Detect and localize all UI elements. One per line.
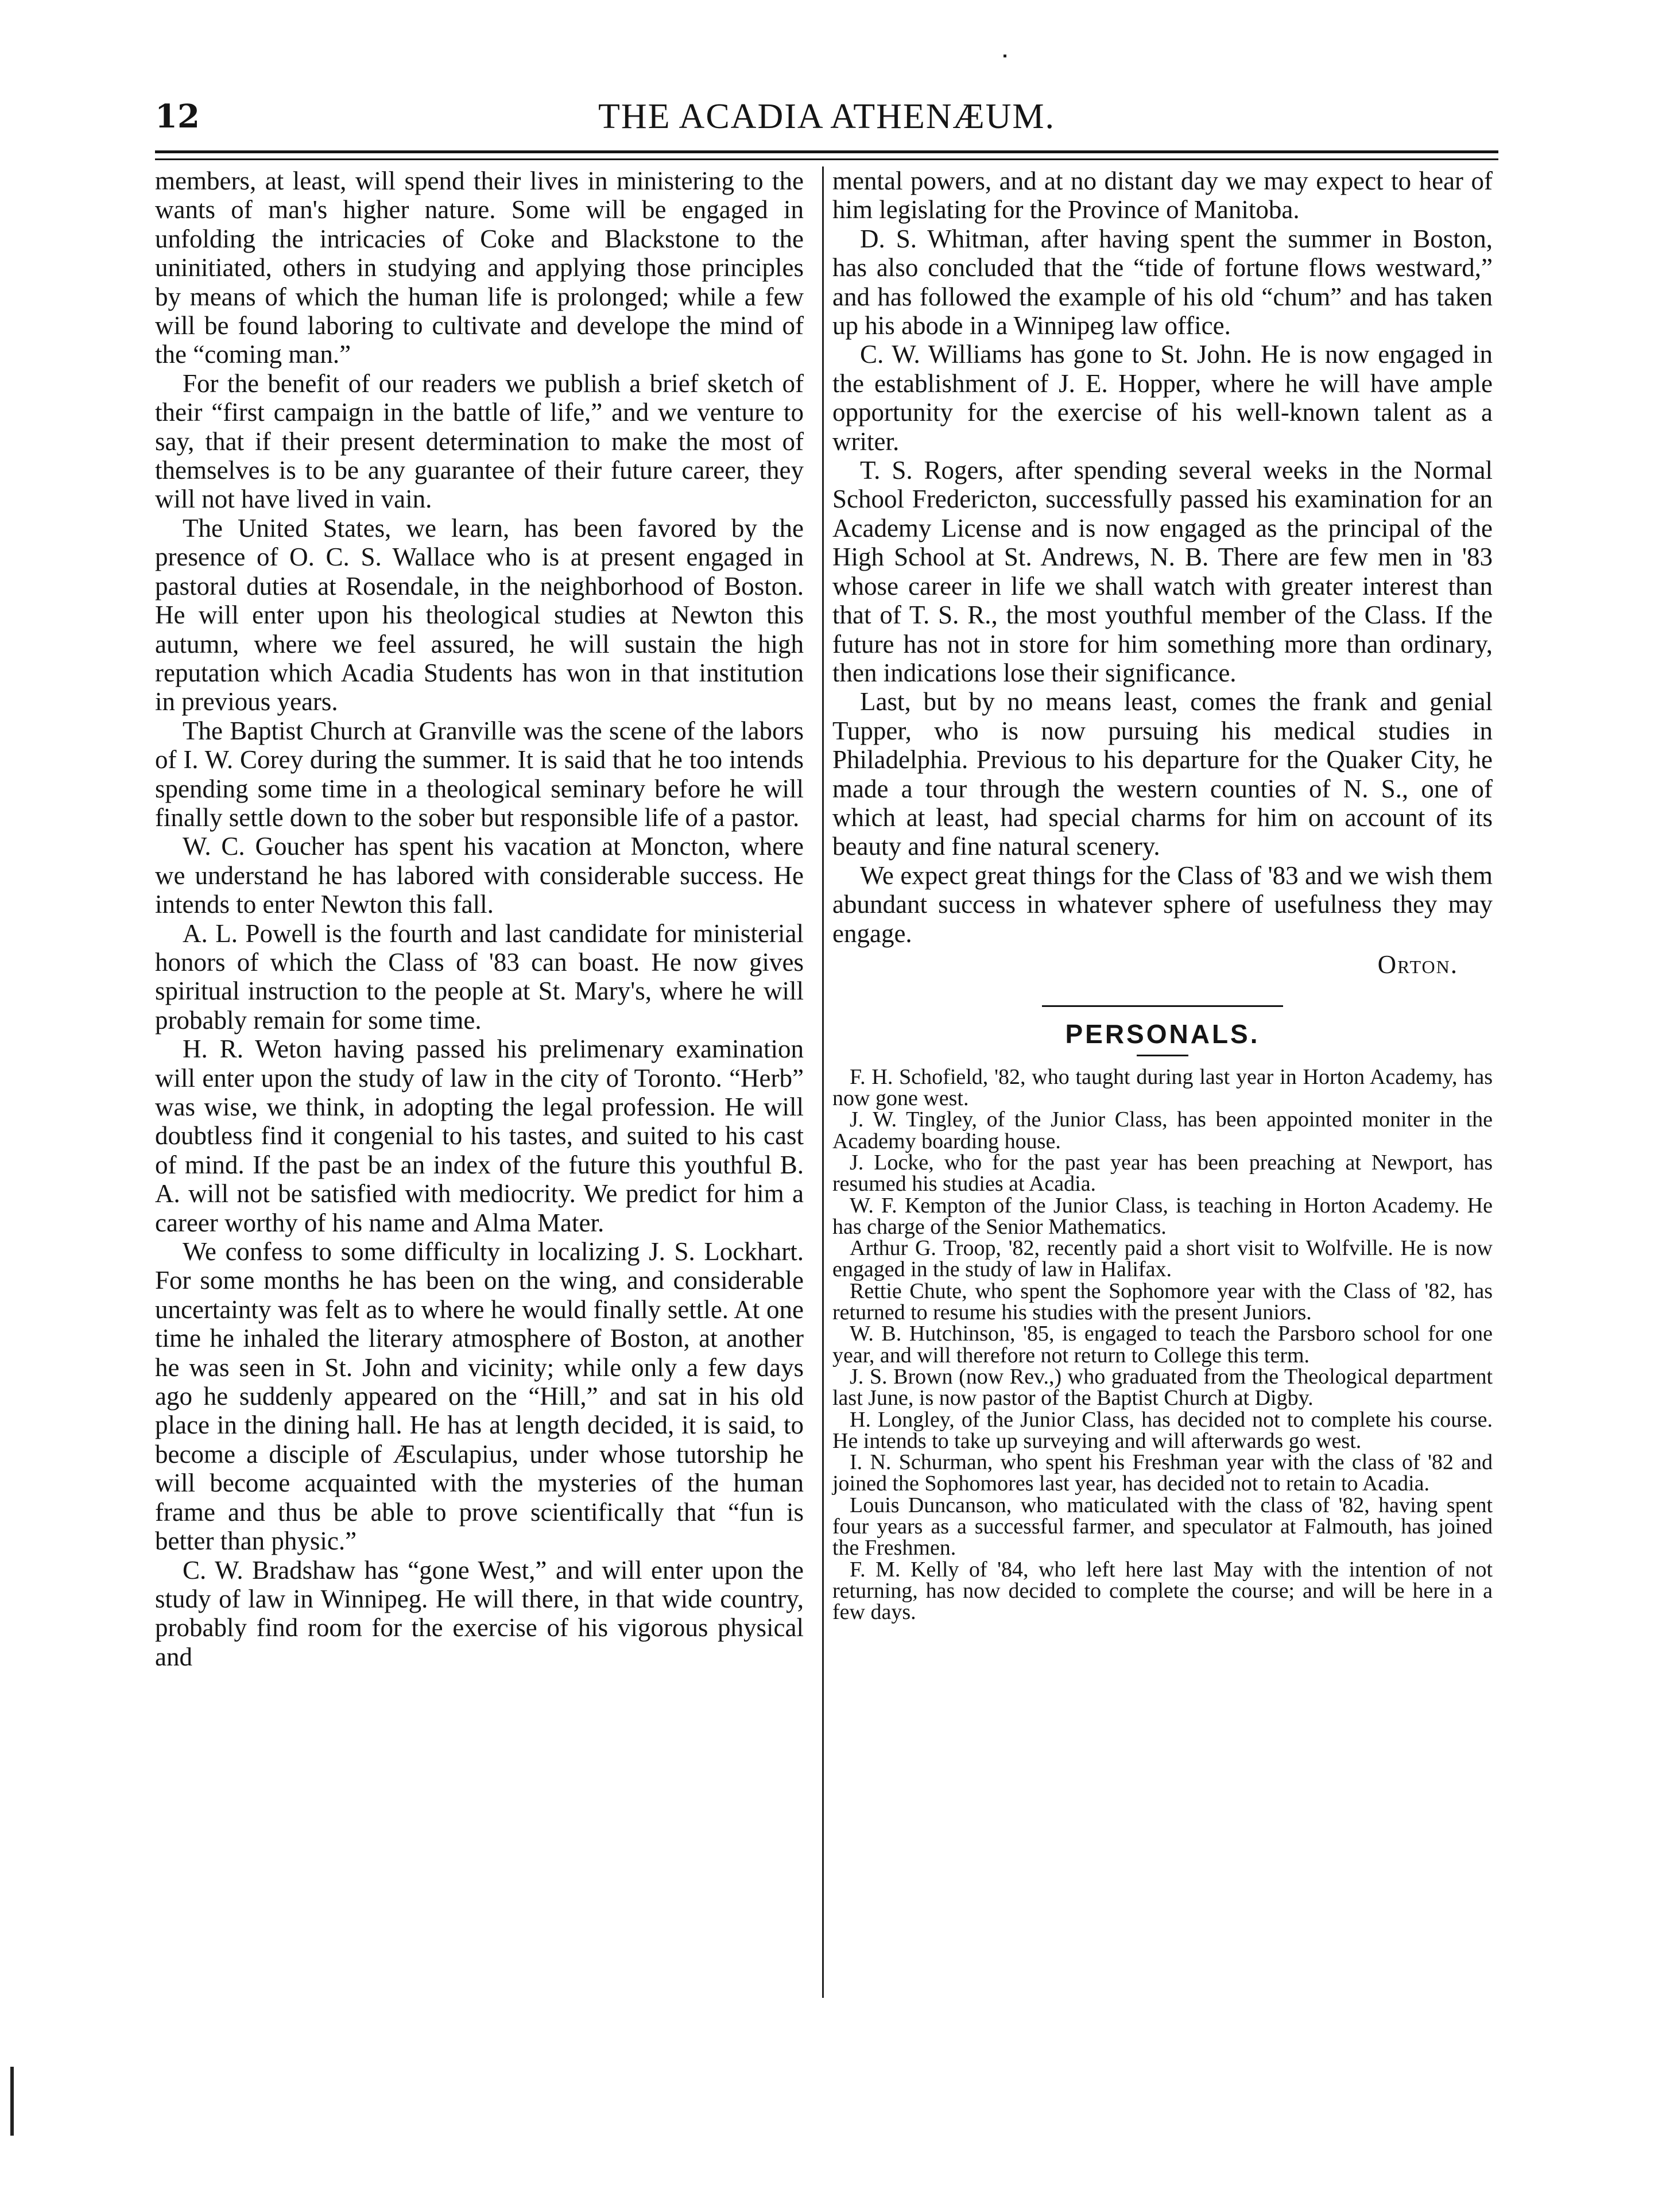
personal-item: J. S. Brown (now Rev.,) who graduated from the Theological department last June, is now pastor of the Baptist Church at Digby. xyxy=(832,1364,1493,1411)
paragraph: W. C. Goucher has spent his vacation at Moncton, where we understand he has labored with considerable success. He intends to enter Newton this fall. xyxy=(155,832,804,919)
personals-list xyxy=(832,1064,1493,1625)
personal-item: H. Longley, of the Junior Class, has decided not to complete his course. He intends to take up surveying and will afterwards go west. xyxy=(832,1407,1493,1453)
personal-item: Arthur G. Troop, '82, recently paid a short visit to Wolfville. He is now engaged in the study of law in Halifax. xyxy=(832,1236,1493,1282)
right-column xyxy=(832,166,1493,1624)
personal-item: J. Locke, who for the past year has been preaching at Newport, has resumed his studies at Acadia. xyxy=(832,1150,1493,1196)
masthead-title: THE ACADIA ATHENÆUM. xyxy=(598,97,1056,136)
paragraph: D. S. Whitman, after having spent the summer in Boston, has also concluded that the “tide of fortune flows westward,” and has followed the example of his old “chum” and has taken up his abode in a Winnipeg law office. xyxy=(832,224,1493,340)
personal-item: W. B. Hutchinson, '85, is engaged to teach the Parsboro school for one year, and will therefore not return to College this term. xyxy=(832,1322,1493,1368)
personal-item: Louis Duncanson, who maticulated with the class of '82, having spent four years as a successful farmer, and speculator at Falmouth, has joined the Freshmen. xyxy=(832,1493,1493,1560)
header-rule-top xyxy=(155,150,1498,153)
page-number: 12 xyxy=(155,98,200,135)
paragraph: C. W. Williams has gone to St. John. He is now engaged in the establishment of J. E. Hopper, where he will have ample opportunity for the exercise of his well-known talent as a writer. xyxy=(832,340,1493,456)
header-rule-bottom xyxy=(155,158,1498,160)
left-column xyxy=(155,166,804,1671)
scan-speck xyxy=(1004,55,1006,57)
paragraph: C. W. Bradshaw has “gone West,” and will enter upon the study of law in Winnipeg. He will there, in that wide country, probably find room for the exercise of his vigorous physical and xyxy=(155,1555,804,1671)
personal-item: F. H. Schofield, '82, who taught during last year in Horton Academy, has now gone west. xyxy=(832,1064,1493,1111)
paragraph: H. R. Weton having passed his prelimenary examination will enter upon the study of law in the city of Toronto. “Herb” was wise, we think, in adopting the legal profession. He will doubtless find it congenial to his tastes, and suited to his cast of mind. If the past be an index of the future this youthful B. A. will not be satisfied with mediocrity. We predict for him a career worthy of his name and Alma Mater. xyxy=(155,1035,804,1237)
personal-item: W. F. Kempton of the Junior Class, is teaching in Horton Academy. He has charge of the Senior Mathematics. xyxy=(832,1193,1493,1239)
paragraph: The United States, we learn, has been favored by the presence of O. C. S. Wallace who is at present engaged in pastoral duties at Rosendale, in the neighborhood of Boston. He will enter upon his theological studies at Newton this autumn, where we feel assured, he will sustain the high reputation which Acadia Students has won in that institution in previous years. xyxy=(155,513,804,716)
personal-item: J. W. Tingley, of the Junior Class, has been appointed moniter in the Academy boarding house. xyxy=(832,1107,1493,1153)
paragraph: members, at least, will spend their lives in ministering to the wants of man's higher nature. Some will be engaged in unfolding the intricacies of Coke and Blackstone to the uninitiated, others in studying and applying those principles by means of which the human life is prolonged; while a few will be found laboring to cultivate and develope the mind of the “coming man.” xyxy=(155,166,804,369)
page-header xyxy=(155,92,1498,149)
scan-edge-mark xyxy=(10,2067,14,2136)
heading-underline xyxy=(1137,1055,1188,1056)
author-signature: Orton. xyxy=(1377,950,1458,979)
paragraph: We expect great things for the Class of '83 and we wish them abundant success in whatever sphere of usefulness they may engage. xyxy=(832,861,1493,948)
section-rule xyxy=(1042,1005,1283,1007)
personal-item: Rettie Chute, who spent the Sophomore year with the Class of '82, has returned to resume his studies with the present Juniors. xyxy=(832,1279,1493,1325)
paragraph: A. L. Powell is the fourth and last candidate for ministerial honors of which the Class of '83 can boast. He now gives spiritual instruction to the people at St. Mary's, where he will probably remain for some time. xyxy=(155,919,804,1035)
column-divider xyxy=(822,166,824,1998)
personal-item: F. M. Kelly of '84, who left here last May with the intention of not returning, has now decided to complete the course; and will be here in a few days. xyxy=(832,1557,1493,1625)
paragraph: We confess to some difficulty in localizing J. S. Lockhart. For some months he has been on the wing, and considerable uncertainty was felt as to where he would finally settle. At one time he inhaled the literary atmosphere of Boston, at another he was seen in St. John and vicinity; while only a few days ago he suddenly appeared on the “Hill,” and sat in his old place in the dining hall. He has at length decided, it is said, to become a disciple of Æsculapius, under whose tutorship he will become acquainted with the mysteries of the human frame and thus be able to prove scientifically that “fun is better than physic.” xyxy=(155,1237,804,1556)
paragraph: mental powers, and at no distant day we may expect to hear of him legislating for the Province of Manitoba. xyxy=(832,166,1493,224)
paragraph: The Baptist Church at Granville was the scene of the labors of I. W. Corey during the summer. It is said that he too intends spending some time in a theological seminary before he will finally settle down to the sober but responsible life of a pastor. xyxy=(155,716,804,832)
paragraph: T. S. Rogers, after spending several weeks in the Normal School Fredericton, successfully passed his examination for an Academy License and is now engaged as the principal of the High School at St. Andrews, N. B. There are few men in '83 whose career in life we shall watch with greater interest than that of T. S. R., the most youthful member of the Class. If the future has not in store for him something more than ordinary, then indications lose their significance. xyxy=(832,456,1493,687)
personals-heading: PERSONALS. xyxy=(1065,1019,1260,1049)
paragraph: For the benefit of our readers we publish a brief sketch of their “first campaign in the battle of life,” and we venture to say, that if their present determination to make the most of themselves is to be any guarantee of their future career, they will not have lived in vain. xyxy=(155,369,804,514)
personal-item: I. N. Schurman, who spent his Freshman year with the class of '82 and joined the Sophomores last year, has decided not to retain to Acadia. xyxy=(832,1450,1493,1496)
paragraph: Last, but by no means least, comes the frank and genial Tupper, who is now pursuing his medical studies in Philadelphia. Previous to his departure for the Quaker City, he made a tour through the western counties of N. S., one of which at least, had special charms for him on account of its beauty and fine natural scenery. xyxy=(832,687,1493,861)
